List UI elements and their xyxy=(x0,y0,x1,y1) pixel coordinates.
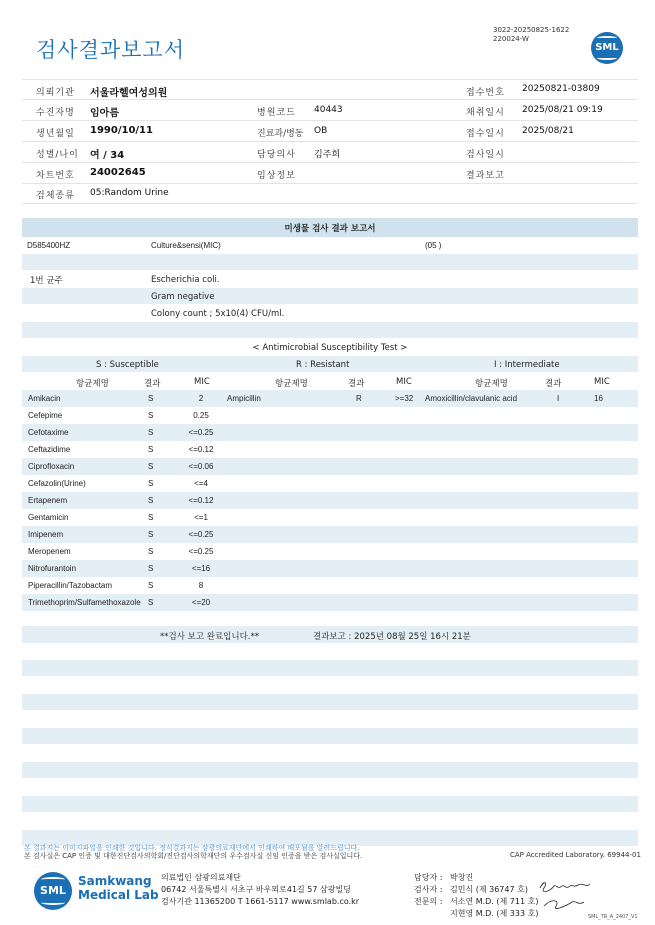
mic-value: <=0.25 xyxy=(188,428,214,437)
divider xyxy=(22,79,638,80)
label-result-report: 결과보고 xyxy=(466,171,505,181)
sml-logo-icon xyxy=(591,32,623,64)
drug-name: Piperacillin/Tazobactam xyxy=(28,581,113,590)
mic-value: <=0.06 xyxy=(188,462,214,471)
label-hospital-code: 병원코드 xyxy=(257,108,296,118)
label-patient-name: 수진자명 xyxy=(36,108,75,118)
drug-name: Amikacin xyxy=(28,394,61,403)
value-receipt-datetime: 2025/08/21 xyxy=(522,126,574,136)
label-test-datetime: 검사일시 xyxy=(466,150,505,160)
label-receipt-datetime: 접수일시 xyxy=(466,129,505,139)
result-value: S xyxy=(148,581,154,590)
label-chart-number: 차트번호 xyxy=(36,171,75,181)
document-id-line2: 220024-W xyxy=(493,35,529,43)
drug-name: Ciprofloxacin xyxy=(28,462,75,471)
staff-role: 전문의 : xyxy=(414,897,443,906)
row-band xyxy=(22,492,638,509)
result-value: S xyxy=(148,462,154,471)
drug-name: Gentamicin xyxy=(28,513,69,522)
organism-line-2: Gram negative xyxy=(151,292,215,302)
result-value: R xyxy=(356,394,362,403)
label-requesting-institution: 의뢰기관 xyxy=(36,88,75,98)
image-warning-note: 본 결과지는 이미지파일을 인쇄한 것입니다. 정식결과지는 삼광의료재단에서 인쇄하여 배포됨을 알려드립니다. xyxy=(24,844,360,852)
org-address: 06742 서울특별시 서초구 바우뫼로41길 57 삼광빌딩 xyxy=(161,885,351,894)
sml-logo-icon xyxy=(34,872,72,910)
divider xyxy=(22,120,638,121)
value-receipt-number: 20250821-03809 xyxy=(522,84,600,94)
mic-value: <=1 xyxy=(194,513,208,522)
mic-value: 8 xyxy=(198,581,204,590)
row-band xyxy=(22,560,638,577)
result-value: S xyxy=(148,479,154,488)
label-clinical-info: 임상정보 xyxy=(257,171,296,181)
staff-role: 검사자 : xyxy=(414,885,443,894)
result-value: S xyxy=(148,411,154,420)
certification-note: 본 검사실은 CAP 인증 및 대한진단검사의학회/진단검사의학재단의 우수검사실 신임 인증을 받은 검사실입니다. xyxy=(24,852,363,860)
label-sex-age: 성별/나이 xyxy=(36,150,79,160)
mic-value: <=0.25 xyxy=(188,547,214,556)
divider xyxy=(22,141,638,142)
mic-value: >=32 xyxy=(395,394,414,403)
form-version: SML_TR_A_2407_V1 xyxy=(588,914,638,920)
staff-name: 박창진 xyxy=(450,873,474,882)
report-time: 결과보고 : 2025년 08월 25일 16시 21분 xyxy=(313,632,471,642)
organism-line-3: Colony count ; 5x10(4) CFU/ml. xyxy=(151,309,285,319)
result-value: I xyxy=(557,394,560,403)
col-header-mic: MIC xyxy=(194,377,210,387)
test-code-number: (05 ) xyxy=(425,241,442,250)
row-band xyxy=(22,728,638,744)
label-doctor: 담당의사 xyxy=(257,150,296,160)
cap-accreditation: CAP Accredited Laboratory. 69944-01 xyxy=(510,851,641,859)
value-hospital-code: 40443 xyxy=(314,105,343,115)
row-band xyxy=(22,694,638,710)
col-header-drug: 항균제명 xyxy=(275,379,308,389)
value-requesting-institution: 서울라헬여성의원 xyxy=(90,88,168,99)
signature-image xyxy=(538,876,598,916)
col-header-drug: 항균제명 xyxy=(76,379,109,389)
section-title: 미생물 검사 결과 보고서 xyxy=(284,224,376,234)
drug-name: Ampicillin xyxy=(227,394,261,403)
col-header-result: 결과 xyxy=(348,379,365,389)
document-id xyxy=(493,26,569,44)
divider xyxy=(22,162,638,163)
legend-susceptible: S : Susceptible xyxy=(96,360,159,370)
label-collection-datetime: 채취일시 xyxy=(466,108,505,118)
drug-name: Ertapenem xyxy=(28,496,68,505)
row-band xyxy=(22,660,638,676)
value-collection-datetime: 2025/08/21 09:19 xyxy=(522,105,603,115)
mic-value: <=0.12 xyxy=(188,445,214,454)
mic-value: 16 xyxy=(594,394,603,403)
drug-name: Cefotaxime xyxy=(28,428,69,437)
divider xyxy=(22,203,638,204)
value-specimen-type: 05:Random Urine xyxy=(90,188,169,198)
test-code: D585400HZ xyxy=(27,241,71,250)
drug-name: Trimethoprim/Sulfamethoxazole xyxy=(28,598,141,607)
page-title: 검사결과보고서 xyxy=(36,38,186,62)
value-chart-number: 24002645 xyxy=(90,167,146,178)
drug-name: Meropenem xyxy=(28,547,71,556)
label-birth-date: 생년월일 xyxy=(36,129,75,139)
staff-name: 김민식 (제 36747 호) xyxy=(450,885,528,894)
result-value: S xyxy=(148,530,154,539)
label-department: 진료과/병동 xyxy=(257,129,304,139)
col-header-mic: MIC xyxy=(396,377,412,387)
row-band xyxy=(22,390,638,407)
value-department: OB xyxy=(314,126,328,136)
result-value: S xyxy=(148,598,154,607)
staff-name: 지현영 M.D. (제 333 호) xyxy=(450,909,539,918)
result-value: S xyxy=(148,428,154,437)
row-band xyxy=(22,254,638,270)
value-sex-age: 여 / 34 xyxy=(90,150,125,161)
logo-text: SML xyxy=(595,42,619,53)
row-band xyxy=(22,526,638,543)
mic-value: <=16 xyxy=(191,564,211,573)
document-id-line1: 3022-20250825-1622 xyxy=(493,26,570,34)
mic-value: <=0.12 xyxy=(188,496,214,505)
staff-name: 서소연 M.D. (제 711 호) xyxy=(450,897,539,906)
col-header-mic: MIC xyxy=(594,377,610,387)
result-value: S xyxy=(148,547,154,556)
brand-line-2: Medical Lab xyxy=(78,888,159,902)
drug-name: Ceftazidime xyxy=(28,445,71,454)
divider xyxy=(22,183,638,184)
mic-value: <=0.25 xyxy=(188,530,214,539)
result-value: S xyxy=(148,445,154,454)
report-complete-text: **검사 보고 완료입니다.** xyxy=(160,632,260,642)
brand-name xyxy=(78,874,159,902)
drug-name: Imipenem xyxy=(28,530,64,539)
result-value: S xyxy=(148,513,154,522)
staff-role: 담당자 : xyxy=(414,873,443,882)
mic-value: <=4 xyxy=(194,479,208,488)
label-receipt-number: 접수번호 xyxy=(466,88,505,98)
row-band xyxy=(22,288,638,304)
value-patient-name: 임아름 xyxy=(90,108,119,119)
mic-value: 2 xyxy=(198,394,204,403)
row-band xyxy=(22,796,638,812)
ast-title: < Antimicrobial Susceptibility Test > xyxy=(252,343,408,353)
value-doctor: 김주희 xyxy=(314,150,341,160)
row-band xyxy=(22,424,638,441)
drug-name: Cefazolin(Urine) xyxy=(28,479,86,488)
col-header-result: 결과 xyxy=(144,379,161,389)
divider xyxy=(22,99,638,100)
mic-value: <=20 xyxy=(191,598,211,607)
result-value: S xyxy=(148,564,154,573)
legend-resistant: R : Resistant xyxy=(296,360,350,370)
org-contact: 검사기관 11365200 T 1661-5117 www.smlab.co.kr xyxy=(161,897,360,906)
legend-intermediate: I : Intermediate xyxy=(494,360,560,370)
row-band xyxy=(22,762,638,778)
drug-name: Amoxicillin/clavulanic acid xyxy=(425,394,518,403)
label-specimen-type: 검체종류 xyxy=(36,191,75,201)
row-band xyxy=(22,458,638,475)
col-header-drug: 항균제명 xyxy=(475,379,508,389)
value-birth-date: 1990/10/11 xyxy=(90,125,153,136)
brand-line-1: Samkwang xyxy=(78,874,152,888)
organism-label: 1번 균주 xyxy=(30,276,63,286)
row-band xyxy=(22,322,638,338)
org-name: 의료법인 삼광의료재단 xyxy=(161,873,241,882)
col-header-result: 결과 xyxy=(545,379,562,389)
result-value: S xyxy=(148,394,154,403)
organism-line-1: Escherichia coli. xyxy=(151,275,220,285)
logo-text: SML xyxy=(40,884,66,897)
drug-name: Cefepime xyxy=(28,411,63,420)
test-name: Culture&sensi(MIC) xyxy=(151,241,221,250)
result-value: S xyxy=(148,496,154,505)
drug-name: Nitrofurantoin xyxy=(28,564,77,573)
mic-value: 0.25 xyxy=(193,411,209,420)
